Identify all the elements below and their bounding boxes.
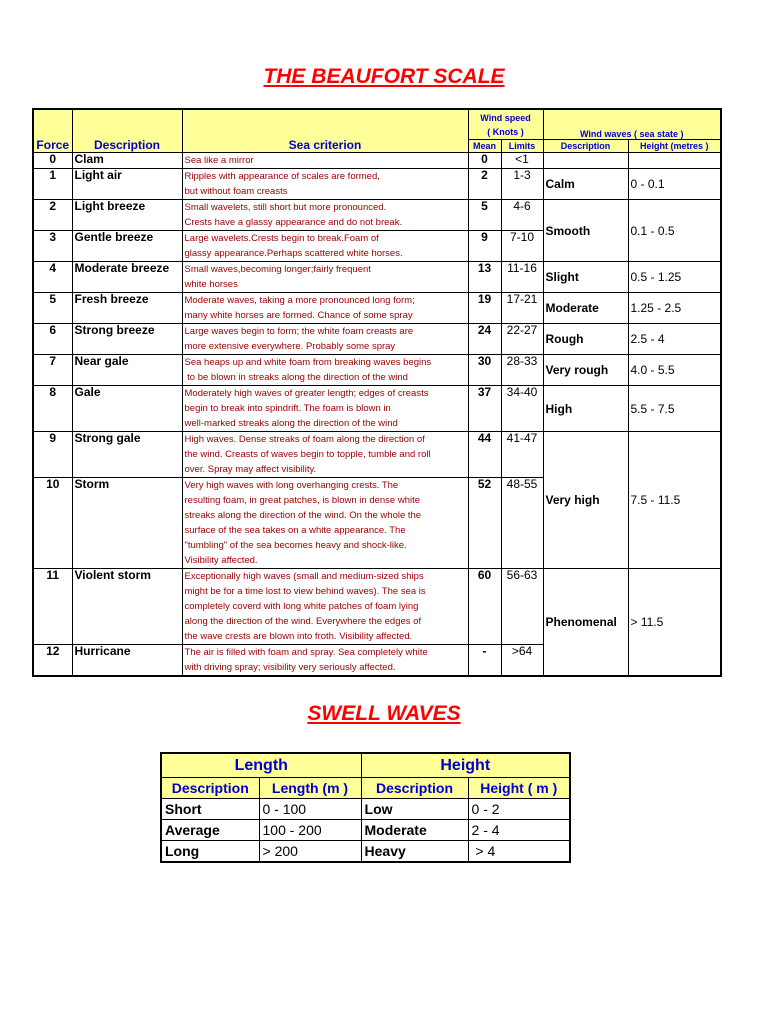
swell-title: SWELL WAVES — [307, 702, 461, 725]
beaufort-description: Gentle breeze — [72, 231, 182, 262]
beaufort-description: Light air — [72, 169, 182, 200]
beaufort-sea-criterion — [182, 355, 468, 386]
wave-state-height: 0.1 - 0.5 — [628, 200, 721, 262]
swell-height-header: Height — [361, 753, 570, 778]
criterion-line: surface of the sea takes on a white appearance. The — [184, 525, 406, 536]
header-description: Description — [72, 109, 182, 153]
swell-length-value: 100 - 200 — [259, 820, 361, 841]
wave-state-height: 2.5 - 4 — [628, 324, 721, 355]
criterion-line: begin to break into spindrift. The foam is blown in — [184, 403, 391, 414]
beaufort-description: Violent storm — [72, 569, 182, 645]
swell-subheader-length-description: Description — [161, 778, 259, 799]
criterion-line: with driving spray; visibility very seriously affected. — [184, 662, 396, 673]
wave-state-height: > 11.5 — [628, 569, 721, 677]
swell-height-value: 2 - 4 — [468, 820, 570, 841]
wind-speed-mean: 19 — [468, 293, 501, 324]
swell-subheader-height-description: Description — [361, 778, 468, 799]
beaufort-description: Hurricane — [72, 645, 182, 677]
criterion-line: to be blown in streaks along the direction of the wind — [184, 372, 408, 383]
criterion-line: might be for a time lost to view behind waves). The sea is — [184, 586, 426, 597]
wind-speed-mean: 9 — [468, 231, 501, 262]
beaufort-table — [32, 108, 722, 677]
header-sea-criterion: Sea criterion — [182, 109, 468, 153]
beaufort-sea-criterion — [182, 478, 468, 569]
beaufort-force: 4 — [33, 262, 72, 293]
table-row — [33, 386, 721, 432]
beaufort-sea-criterion — [182, 386, 468, 432]
beaufort-sea-criterion — [182, 293, 468, 324]
swell-subheader-length: Length (m ) — [259, 778, 361, 799]
header-wind-speed-line1: Wind speed — [480, 112, 531, 123]
table-row — [33, 169, 721, 200]
criterion-line: Small wavelets, still short but more pronounced. — [184, 202, 387, 213]
wave-state-height: 7.5 - 11.5 — [628, 432, 721, 569]
wind-speed-limits: 1-3 — [501, 169, 543, 200]
criterion-line: Sea like a mirror — [184, 155, 254, 166]
beaufort-force: 9 — [33, 432, 72, 478]
beaufort-description: Near gale — [72, 355, 182, 386]
table-row — [33, 569, 721, 645]
beaufort-description: Light breeze — [72, 200, 182, 231]
beaufort-sea-criterion — [182, 262, 468, 293]
criterion-line: the wave crests are blown into froth. Visibility affected. — [184, 631, 413, 642]
criterion-line: High waves. Dense streaks of foam along the direction of — [184, 434, 425, 445]
criterion-line: "tumbling" of the sea becomes heavy and shock-like. — [184, 540, 407, 551]
criterion-line: Large waves begin to form; the white foam creasts are — [184, 326, 414, 337]
criterion-line: the wind. Creasts of waves begin to topple, tumble and roll — [184, 449, 431, 460]
wind-speed-limits: 11-16 — [501, 262, 543, 293]
criterion-line: Very high waves with long overhanging crests. The — [184, 480, 399, 491]
criterion-line: glassy appearance.Perhaps scattered white horses. — [184, 248, 403, 259]
beaufort-sea-criterion — [182, 324, 468, 355]
beaufort-force: 7 — [33, 355, 72, 386]
page-title: THE BEAUFORT SCALE — [263, 65, 505, 88]
header-wind-waves: Wind waves ( sea state ) — [543, 109, 721, 140]
beaufort-force: 8 — [33, 386, 72, 432]
wave-state-description: Smooth — [543, 200, 628, 262]
table-row — [33, 262, 721, 293]
criterion-line: completely coverd with long white patches of foam lying — [184, 601, 419, 612]
table-row — [33, 293, 721, 324]
beaufort-sea-criterion — [182, 645, 468, 677]
wave-state-empty — [543, 153, 628, 169]
criterion-line: Ripples with appearance of scales are formed, — [184, 171, 380, 182]
wind-speed-mean: 0 — [468, 153, 501, 169]
beaufort-sea-criterion — [182, 231, 468, 262]
swell-length-description: Average — [161, 820, 259, 841]
criterion-line: Visibility affected. — [184, 555, 258, 566]
swell-length-value: > 200 — [259, 841, 361, 863]
criterion-line: The air is filled with foam and spray. Sea completely white — [184, 647, 428, 658]
wave-height-empty — [628, 153, 721, 169]
wind-speed-mean: 44 — [468, 432, 501, 478]
wind-speed-limits: 48-55 — [501, 478, 543, 569]
swell-length-value: 0 - 100 — [259, 799, 361, 820]
criterion-line: well-marked streaks along the direction of the wind — [184, 418, 398, 429]
wind-speed-limits: >64 — [501, 645, 543, 677]
beaufort-description: Fresh breeze — [72, 293, 182, 324]
beaufort-force: 10 — [33, 478, 72, 569]
header-force: Force — [33, 109, 72, 153]
beaufort-force: 11 — [33, 569, 72, 645]
beaufort-description: Clam — [72, 153, 182, 169]
table-row — [33, 355, 721, 386]
wind-speed-limits: 7-10 — [501, 231, 543, 262]
beaufort-sea-criterion — [182, 569, 468, 645]
wind-speed-limits: 22-27 — [501, 324, 543, 355]
criterion-line: but without foam creasts — [184, 186, 288, 197]
criterion-line: more extensive everywhere. Probably some spray — [184, 341, 396, 352]
wind-speed-limits: 41-47 — [501, 432, 543, 478]
wind-speed-mean: 37 — [468, 386, 501, 432]
wave-state-description: Phenomenal — [543, 569, 628, 677]
wave-state-height: 0.5 - 1.25 — [628, 262, 721, 293]
criterion-line: Moderately high waves of greater length; edges of creasts — [184, 388, 429, 399]
swell-subheader-height: Height ( m ) — [468, 778, 570, 799]
wind-speed-mean: - — [468, 645, 501, 677]
beaufort-sea-criterion — [182, 169, 468, 200]
wave-state-height: 1.25 - 2.5 — [628, 293, 721, 324]
wind-speed-limits: 28-33 — [501, 355, 543, 386]
criterion-line: Crests have a glassy appearance and do not break. — [184, 217, 403, 228]
swell-height-description: Moderate — [361, 820, 468, 841]
wind-speed-limits: <1 — [501, 153, 543, 169]
wind-speed-mean: 5 — [468, 200, 501, 231]
beaufort-force: 12 — [33, 645, 72, 677]
wave-state-description: High — [543, 386, 628, 432]
criterion-line: Sea heaps up and white foam from breaking waves begins — [184, 357, 432, 368]
criterion-line: many white horses are formed. Chance of some spray — [184, 310, 413, 321]
beaufort-force: 6 — [33, 324, 72, 355]
beaufort-force: 1 — [33, 169, 72, 200]
wind-speed-limits: 17-21 — [501, 293, 543, 324]
wind-speed-mean: 52 — [468, 478, 501, 569]
table-row — [161, 799, 570, 820]
beaufort-force: 5 — [33, 293, 72, 324]
table-row — [161, 820, 570, 841]
swell-height-description: Low — [361, 799, 468, 820]
criterion-line: white horses — [184, 279, 238, 290]
wind-speed-mean: 30 — [468, 355, 501, 386]
wind-speed-mean: 13 — [468, 262, 501, 293]
swell-length-description: Long — [161, 841, 259, 863]
wave-state-height: 0 - 0.1 — [628, 169, 721, 200]
beaufort-description: Gale — [72, 386, 182, 432]
header-wave-height: Height (metres ) — [628, 140, 721, 153]
table-row — [33, 324, 721, 355]
table-row — [33, 200, 721, 231]
swell-header-row — [161, 753, 570, 778]
swell-height-value: > 4 — [468, 841, 570, 863]
header-row-1 — [33, 109, 721, 140]
criterion-line: over. Spray may affect visibility. — [184, 464, 317, 475]
header-wave-description: Description — [543, 140, 628, 153]
wind-speed-mean: 60 — [468, 569, 501, 645]
beaufort-force: 3 — [33, 231, 72, 262]
criterion-line: Small waves,becoming longer;fairly frequent — [184, 264, 371, 275]
swell-subheader-row — [161, 778, 570, 799]
wind-speed-limits: 4-6 — [501, 200, 543, 231]
wave-state-description: Rough — [543, 324, 628, 355]
beaufort-force: 0 — [33, 153, 72, 169]
wind-speed-mean: 2 — [468, 169, 501, 200]
swell-height-description: Heavy — [361, 841, 468, 863]
wave-state-description: Very high — [543, 432, 628, 569]
header-wind-speed — [468, 109, 543, 140]
wave-state-description: Moderate — [543, 293, 628, 324]
wave-state-description: Calm — [543, 169, 628, 200]
beaufort-sea-criterion — [182, 432, 468, 478]
beaufort-sea-criterion — [182, 200, 468, 231]
wave-state-height: 4.0 - 5.5 — [628, 355, 721, 386]
wave-state-height: 5.5 - 7.5 — [628, 386, 721, 432]
header-mean: Mean — [468, 140, 501, 153]
criterion-line: Moderate waves, taking a more pronounced long form; — [184, 295, 415, 306]
header-wind-speed-line2: ( Knots ) — [487, 126, 524, 137]
wind-speed-limits: 34-40 — [501, 386, 543, 432]
swell-height-value: 0 - 2 — [468, 799, 570, 820]
wind-speed-mean: 24 — [468, 324, 501, 355]
criterion-line: Large wavelets.Crests begin to break.Foam of — [184, 233, 379, 244]
table-row — [33, 432, 721, 478]
wave-state-description: Very rough — [543, 355, 628, 386]
criterion-line: Exceptionally high waves (small and medium-sized ships — [184, 571, 424, 582]
beaufort-description: Storm — [72, 478, 182, 569]
header-limits: Limits — [501, 140, 543, 153]
table-row — [161, 841, 570, 863]
beaufort-description: Moderate breeze — [72, 262, 182, 293]
swell-table — [160, 752, 571, 863]
wind-speed-limits: 56-63 — [501, 569, 543, 645]
beaufort-force: 2 — [33, 200, 72, 231]
wave-state-description: Slight — [543, 262, 628, 293]
criterion-line: resulting foam, in great patches, is blown in dense white — [184, 495, 421, 506]
swell-length-header: Length — [161, 753, 361, 778]
beaufort-sea-criterion — [182, 153, 468, 169]
beaufort-description: Strong gale — [72, 432, 182, 478]
criterion-line: along the direction of the wind. Everywhere the edges of — [184, 616, 422, 627]
table-row — [33, 153, 721, 169]
beaufort-description: Strong breeze — [72, 324, 182, 355]
swell-length-description: Short — [161, 799, 259, 820]
criterion-line: streaks along the direction of the wind. On the whole the — [184, 510, 422, 521]
